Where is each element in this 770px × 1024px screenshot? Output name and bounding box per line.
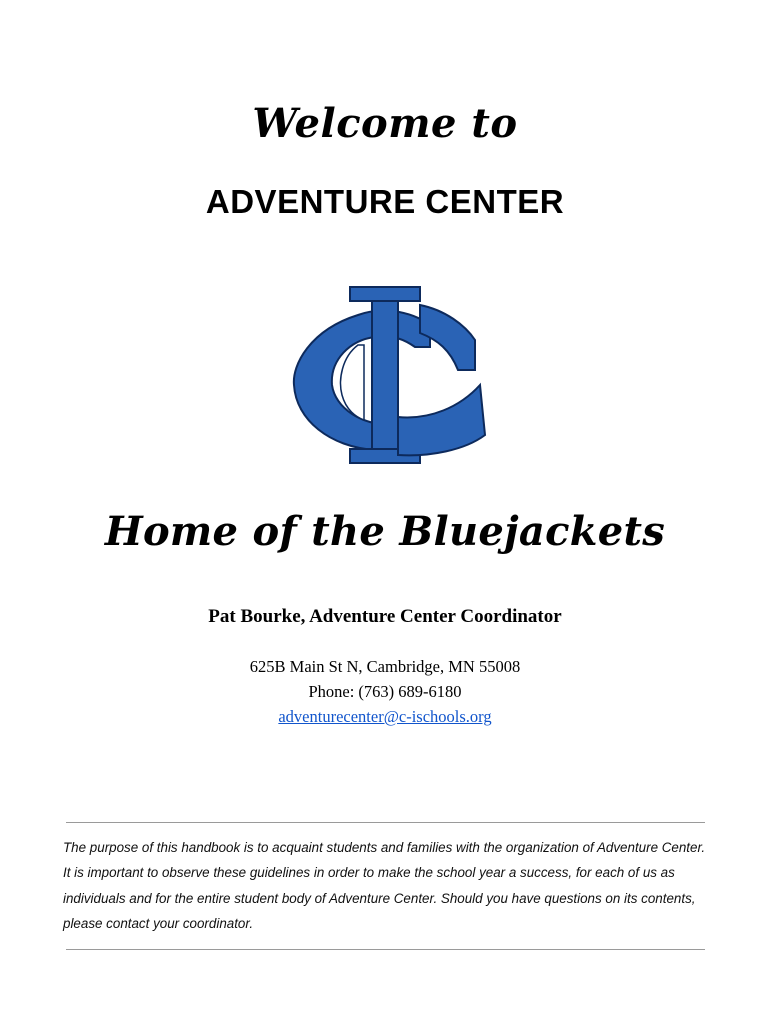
address-line: 625B Main St N, Cambridge, MN 55008 — [249, 657, 521, 676]
divider-bottom — [66, 949, 705, 950]
email-link[interactable]: adventurecenter@c-ischools.org — [278, 707, 492, 726]
center-name-heading: ADVENTURE CENTER — [205, 183, 565, 220]
divider-top — [66, 822, 705, 823]
logo-i-top-serif — [350, 287, 420, 301]
purpose-paragraph: The purpose of this handbook is to acquaint students and families with the organization of Adventure Center. It is important to observe these guidelines in order to make the school year a success, for each of us as individuals and for the entire student body of Adventure Center. Should you have questions on its contents, please contact your coordinator. — [63, 840, 706, 931]
logo-i-stem — [372, 301, 398, 451]
contact-block — [0, 654, 770, 729]
coordinator-name: Pat Bourke, Adventure Center Coordinator — [208, 606, 562, 627]
ic-monogram-logo — [280, 285, 490, 465]
tagline-heading: Home of the Bluejackets — [104, 508, 666, 555]
welcome-heading: Welcome to — [252, 100, 518, 147]
phone-line: Phone: (763) 689-6180 — [308, 682, 462, 701]
logo-c-bottom-terminal — [398, 385, 485, 455]
logo-c-top-terminal — [420, 305, 475, 370]
